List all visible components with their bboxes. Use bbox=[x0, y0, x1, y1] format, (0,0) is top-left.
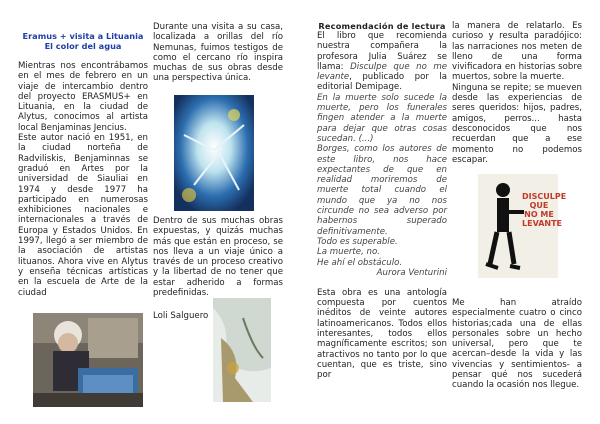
column-4 bbox=[452, 0, 582, 165]
quote-4: La muerte, no. bbox=[317, 247, 380, 258]
column-4-lower bbox=[452, 298, 582, 391]
article-title-line1: Eramus + visita a Lituania bbox=[22, 31, 144, 41]
reading-heading: Recomendación de lectura bbox=[318, 21, 446, 31]
artist-photo bbox=[33, 313, 143, 407]
column-1 bbox=[18, 0, 148, 298]
watercolor-painting-2 bbox=[213, 298, 271, 402]
col2-author: Loli Salguero bbox=[153, 311, 209, 322]
col3-paragraph-1-end: , publicado por la editorial Demipage. bbox=[317, 72, 447, 93]
col2-paragraph-2: Dentro de sus muchas obras expuestas, y quizás muchas más que están en proceso, se nos lleva a un viaje único a través de un proceso creativo y la libertad de no tener que estar adherido a formas predefinidas. bbox=[153, 216, 283, 299]
col4-paragraph-1: la manera de relatarlo. Es curioso y resulta paradójico: las narraciones nos meten de lleno de una forma vivificadora en historias sobre muertos, sobre la muerte. bbox=[452, 21, 582, 83]
col1-paragraph-1: Mientras nos encontrábamos en el mes de febrero en un viaje de intercambio dentro del proyecto ERASMUS+ en Lituania, en la ciudad de Alytus, conocimos al artista local Benjaminas Jencius. bbox=[18, 61, 148, 133]
column-3 bbox=[317, 0, 447, 381]
col4-paragraph-3: Me han atraído especialmente cuatro o cinco historias;cada una de ellas personales sobre un hecho universal, pero que te acercan–desde la vida y las vivencias y sentimientos- a pensar qué nos sucederá cuando la ocasión nos llegue. bbox=[452, 298, 582, 391]
col2-paragraph-1: Durante una visita a su casa, localizada a orillas del río Nemunas, fuimos testigos de como el cercano río inspira muchas de sus obras desde una perspectiva única. bbox=[153, 22, 283, 84]
book-title: Disculpe que no me levante bbox=[317, 61, 448, 83]
book-cover-title: DISCULPE QUE NO ME LEVANTE bbox=[522, 192, 567, 228]
col3-paragraph-1-start: El libro que recomienda nuestra compañera la profesora Julia Suárez se llama: bbox=[317, 31, 447, 72]
quote-5: He ahí el obstáculo. bbox=[317, 257, 403, 268]
quote-3: Todo es superable. bbox=[317, 236, 398, 247]
article-title-line2: El color del agua bbox=[44, 41, 122, 51]
quote-author: Aurora Venturini bbox=[376, 267, 447, 278]
quote-1: En la muerte solo sucede la muerte, pero los funerales fingen atender a la muerte para dejar que otras cosas sucedan. (...) bbox=[317, 92, 447, 144]
col4-paragraph-2: Ninguna se repite; se mueven desde las experiencias de seres queridos: hijos, padres, amigos, perros... hasta desconocidos que nos recuerdan que a ese momento no podemos escapar. bbox=[452, 82, 582, 165]
col1-paragraph-2: Este autor nació en 1951, en la ciudad norteña de Radviliskis, Benjaminnas se graduó en Artes por la universidad de Siauliai en 1974 y desde 1977 ha participado en numerosas exhibiciones nacionales e internacionales a través de Europa y Estados Unidos. En 1997, llegó a ser miembro de la asociación de artistas lituanos. Ahora vive en Alytus y enseña técnicas artísticas en la escuela de Arte de la ciudad bbox=[18, 133, 148, 298]
watercolor-painting-1 bbox=[174, 95, 254, 211]
book-cover bbox=[478, 174, 567, 278]
column-2 bbox=[153, 0, 283, 84]
col3-paragraph-2: Esta obra es una antología compuesta por cuentos inéditos de veinte autores latinoamericanos. Todos ellos interesantes, todos ellos magníficamente escritos; son atractivos no tanto por lo que cuentan, que es triste, sino por bbox=[317, 287, 447, 381]
quote-2: Borges, como los autores de este libro, nos hace expectantes de que en realidad moriremos de muerte total cuando el mundo que ya no nos circunde no sea adverso por habernos superado definitivamente. bbox=[317, 144, 447, 237]
col3-paragraph-1 bbox=[317, 31, 447, 93]
